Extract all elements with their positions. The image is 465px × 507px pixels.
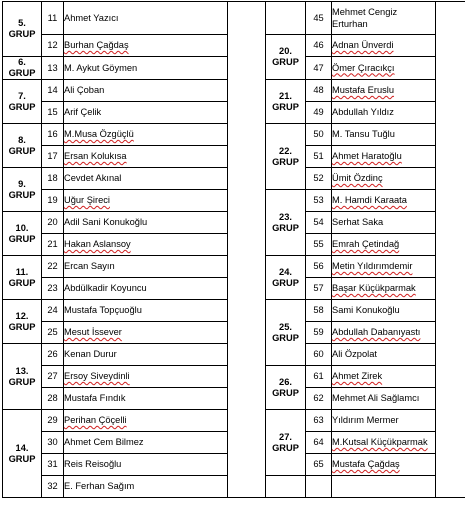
group-label: 9. GRUP	[3, 168, 42, 212]
member-name	[332, 476, 436, 498]
member-number: 32	[42, 476, 64, 498]
member-number: 22	[42, 256, 64, 278]
member-number: 63	[306, 410, 332, 432]
member-number: 65	[306, 454, 332, 476]
column-spacer	[228, 2, 266, 498]
member-number: 20	[42, 212, 64, 234]
member-name: Adil Sani Konukoğlu	[64, 212, 228, 234]
member-name: Ömer Çıracıkçı	[332, 57, 436, 80]
member-number: 51	[306, 146, 332, 168]
member-name: Serhat Saka	[332, 212, 436, 234]
member-name: Perihan Çöçelli	[64, 410, 228, 432]
member-name: Ersoy Siveydinli	[64, 366, 228, 388]
member-number: 54	[306, 212, 332, 234]
member-name: Adnan Ünverdi	[332, 35, 436, 57]
member-number: 25	[42, 322, 64, 344]
member-name: Burhan Çağdaş	[64, 35, 228, 57]
member-name: Metin Yıldırımdemir	[332, 256, 436, 278]
member-name: Kenan Durur	[64, 344, 228, 366]
member-name: Ümit Özdinç	[332, 168, 436, 190]
member-number: 12	[42, 35, 64, 57]
group-roster-sheet	[2, 1, 465, 498]
member-number: 21	[42, 234, 64, 256]
member-name: M. Tansu Tuğlu	[332, 124, 436, 146]
member-name: Ahmet Cem Bilmez	[64, 432, 228, 454]
member-name: Ahmet Yazıcı	[64, 2, 228, 35]
group-label: 14. GRUP	[3, 410, 42, 498]
member-number: 57	[306, 278, 332, 300]
member-name: Ercan Sayın	[64, 256, 228, 278]
member-number: 15	[42, 102, 64, 124]
member-number: 31	[42, 454, 64, 476]
member-number: 52	[306, 168, 332, 190]
member-number: 18	[42, 168, 64, 190]
member-number: 56	[306, 256, 332, 278]
member-number: 47	[306, 57, 332, 80]
group-label: 24. GRUP	[266, 256, 306, 300]
member-number: 19	[42, 190, 64, 212]
member-number: 11	[42, 2, 64, 35]
member-name: Mehmet Ali Sağlamcı	[332, 388, 436, 410]
member-number: 50	[306, 124, 332, 146]
group-label: 25. GRUP	[266, 300, 306, 366]
member-name: Mustafa Çağdaş	[332, 454, 436, 476]
member-name: Hakan Aslansoy	[64, 234, 228, 256]
member-name: Başar Küçükparmak	[332, 278, 436, 300]
member-number: 64	[306, 432, 332, 454]
group-label: 13. GRUP	[3, 344, 42, 410]
member-number: 24	[42, 300, 64, 322]
member-number: 59	[306, 322, 332, 344]
member-name: M. Aykut Göymen	[64, 57, 228, 80]
group-label: 8. GRUP	[3, 124, 42, 168]
member-number: 17	[42, 146, 64, 168]
member-name: Abdülkadir Koyuncu	[64, 278, 228, 300]
member-name: Ali Özpolat	[332, 344, 436, 366]
member-name: Arif Çelik	[64, 102, 228, 124]
member-name: Ersan Kolukısa	[64, 146, 228, 168]
member-number: 14	[42, 80, 64, 102]
group-label: 5. GRUP	[3, 2, 42, 57]
group-label	[266, 2, 306, 35]
group-label: 26. GRUP	[266, 366, 306, 410]
blank-column	[436, 2, 465, 498]
member-number: 29	[42, 410, 64, 432]
member-name: E. Ferhan Sağım	[64, 476, 228, 498]
group-label: 23. GRUP	[266, 190, 306, 256]
member-name: Abdullah Dabanıyastı	[332, 322, 436, 344]
member-name: Abdullah Yıldız	[332, 102, 436, 124]
member-name: M. Hamdi Karaata	[332, 190, 436, 212]
group-label: 10. GRUP	[3, 212, 42, 256]
group-label: 20. GRUP	[266, 35, 306, 80]
group-roster-table	[2, 1, 465, 498]
member-name: Mehmet Cengiz Erturhan	[332, 2, 436, 35]
member-name: Sami Konukoğlu	[332, 300, 436, 322]
group-label	[266, 476, 306, 498]
member-number: 49	[306, 102, 332, 124]
group-label: 22. GRUP	[266, 124, 306, 190]
group-label: 27. GRUP	[266, 410, 306, 476]
group-label: 12. GRUP	[3, 300, 42, 344]
member-name: Mesut İssever	[64, 322, 228, 344]
member-name: Emrah Çetindağ	[332, 234, 436, 256]
member-name: Ali Çoban	[64, 80, 228, 102]
member-number: 61	[306, 366, 332, 388]
member-name: Ahmet Haratoğlu	[332, 146, 436, 168]
member-number: 45	[306, 2, 332, 35]
member-number: 30	[42, 432, 64, 454]
member-name: Uğur Şireci	[64, 190, 228, 212]
member-number: 60	[306, 344, 332, 366]
member-number: 53	[306, 190, 332, 212]
member-name: Mustafa Fındık	[64, 388, 228, 410]
member-number: 58	[306, 300, 332, 322]
member-name: M.Kutsal Küçükparmak	[332, 432, 436, 454]
member-number: 46	[306, 35, 332, 57]
member-number: 26	[42, 344, 64, 366]
group-label: 21. GRUP	[266, 80, 306, 124]
member-number: 62	[306, 388, 332, 410]
member-name: Cevdet Akınal	[64, 168, 228, 190]
member-number: 16	[42, 124, 64, 146]
group-label: 7. GRUP	[3, 80, 42, 124]
member-name: M.Musa Özgüçlü	[64, 124, 228, 146]
member-number: 13	[42, 57, 64, 80]
member-name: Ahmet Zirek	[332, 366, 436, 388]
member-number: 55	[306, 234, 332, 256]
member-number: 27	[42, 366, 64, 388]
member-number	[306, 476, 332, 498]
member-name: Mustafa Eruslu	[332, 80, 436, 102]
member-number: 28	[42, 388, 64, 410]
member-name: Yıldırım Mermer	[332, 410, 436, 432]
member-number: 23	[42, 278, 64, 300]
member-name: Mustafa Topçuoğlu	[64, 300, 228, 322]
member-number: 48	[306, 80, 332, 102]
group-label: 6. GRUP	[3, 57, 42, 80]
table-row	[3, 2, 465, 35]
member-name: Reis Reisoğlu	[64, 454, 228, 476]
group-label: 11. GRUP	[3, 256, 42, 300]
